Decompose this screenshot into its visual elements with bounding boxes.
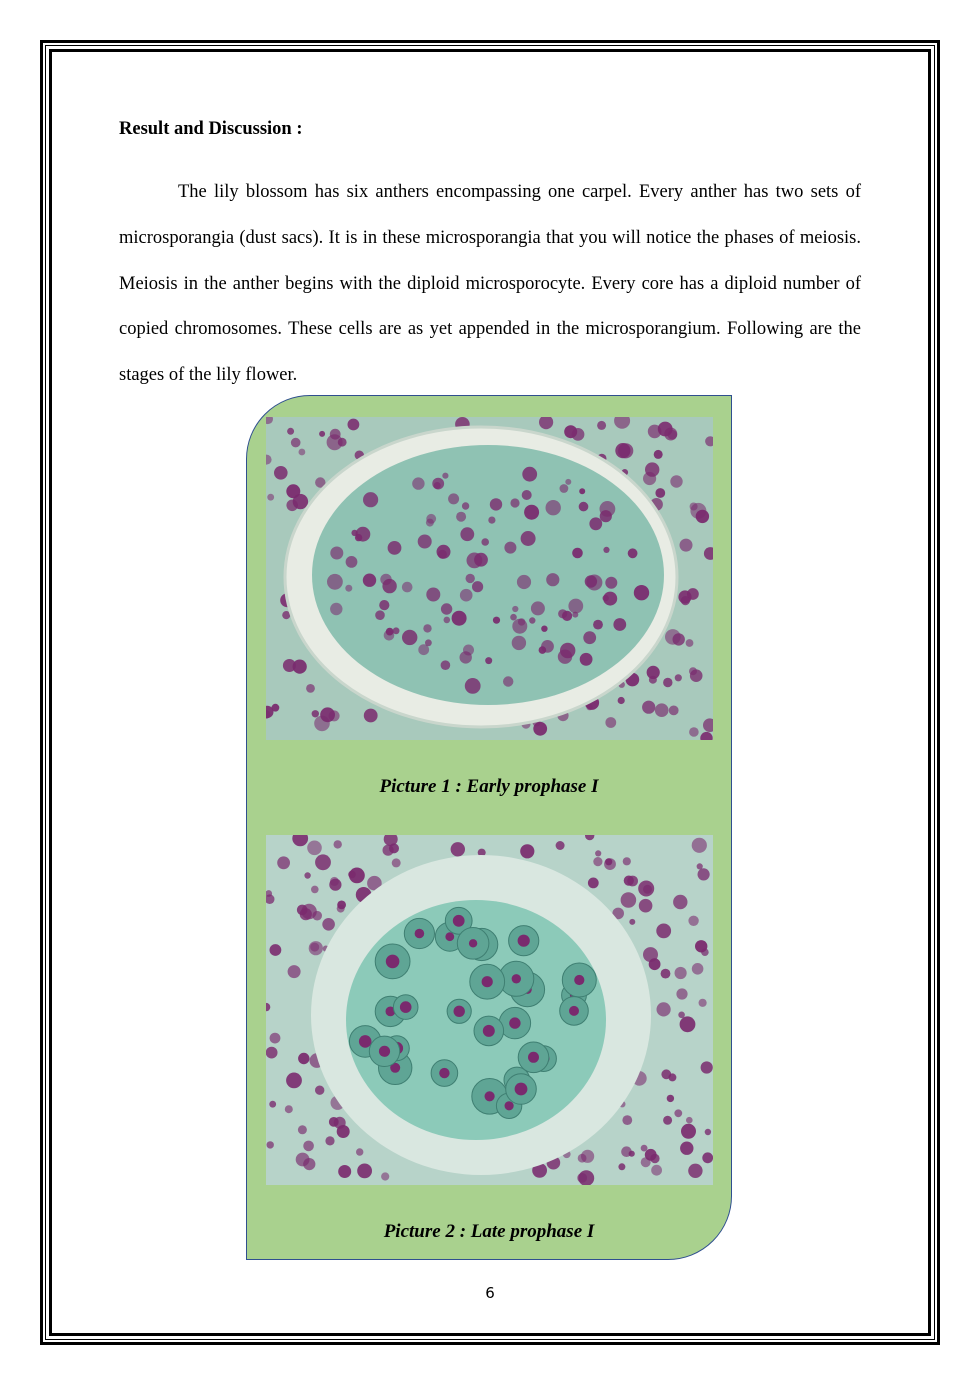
figure-caption-2: Picture 2 : Late prophase I xyxy=(383,1221,595,1242)
micrograph-late-prophase xyxy=(266,835,713,1185)
page-number: 6 xyxy=(485,1284,495,1302)
micrograph-early-prophase xyxy=(266,417,713,740)
body-paragraph: The lily blossom has six anthers encompassing one carpel. Every anther has two sets of microsporangia (dust sacs). It is in these microsporangia that you will notice the phases of meiosis. Meiosis in the anther begins with the diploid microsporocyte. Every core has a diploid number of copied chromosomes. These cells are as yet appended in the microsporangium. Following are the stages of the lily flower. xyxy=(119,182,861,386)
section-heading: Result and Discussion : xyxy=(119,119,303,139)
figure-caption-1: Picture 1 : Early prophase I xyxy=(379,776,599,797)
